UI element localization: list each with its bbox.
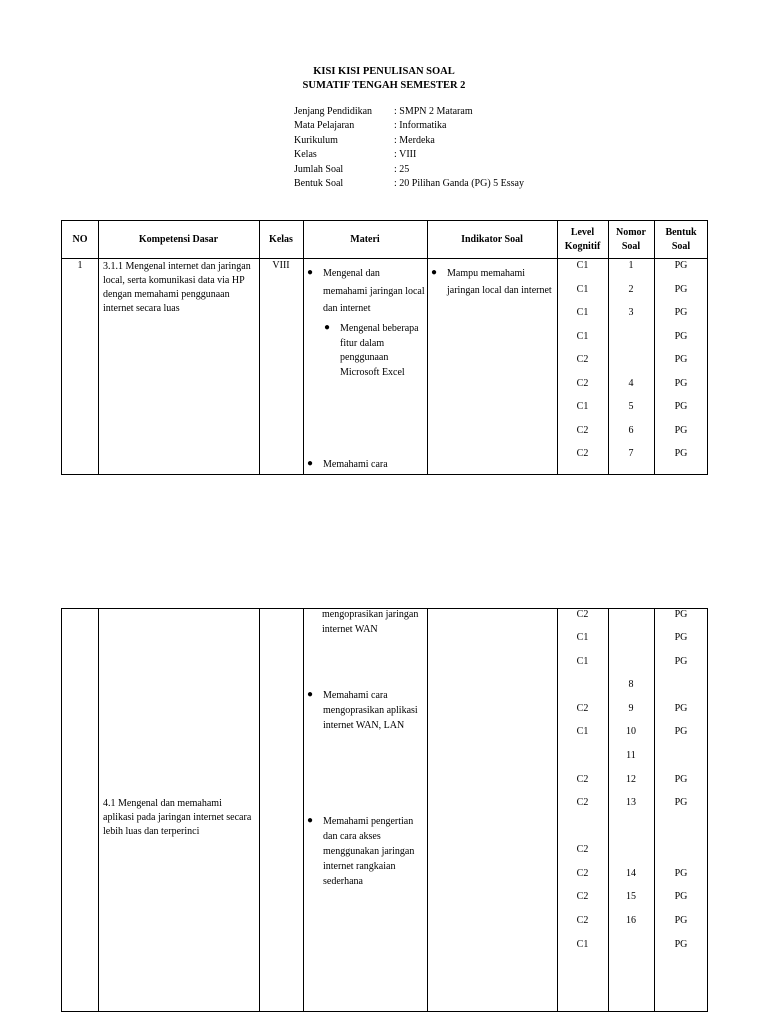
level-cell: C1: [576, 260, 589, 271]
level-cell: C2: [576, 868, 589, 879]
nomor-cell: 2: [628, 284, 634, 295]
level-cell: C2: [576, 378, 589, 389]
bullet-icon: ●: [307, 689, 314, 700]
meta-info: [294, 105, 524, 191]
header-bentuk-line2: Soal: [671, 240, 691, 252]
bentuk-cell: PG: [674, 797, 688, 808]
level-cell: C2: [576, 891, 589, 902]
meta-row: [294, 163, 524, 177]
meta-value: : SMPN 2 Mataram: [394, 106, 473, 117]
col-divider: [98, 609, 99, 1011]
header-bentuk-line1: Bentuk: [665, 226, 697, 238]
header-no: NO: [72, 233, 88, 245]
level-cell: C2: [576, 774, 589, 785]
grid-table-page2: [61, 608, 708, 1012]
level-cell: C1: [576, 632, 589, 643]
materi-text: Memahami cara: [323, 459, 388, 470]
header-kelas: Kelas: [269, 233, 293, 245]
bentuk-cell: PG: [674, 939, 688, 950]
bullet-icon: ●: [324, 322, 331, 333]
bullet-icon: ●: [307, 815, 314, 826]
nomor-cell: 10: [626, 726, 636, 737]
header-level-line2: Kognitif: [564, 240, 601, 252]
level-cell: C1: [576, 939, 589, 950]
header-level-line1: Level: [570, 226, 595, 238]
row-kompetensi-dasar: 4.1 Mengenal dan memahami aplikasi pada jaringan internet secara lebih luas dan terperinci: [103, 798, 252, 837]
header-bentuk-soal: [654, 221, 708, 258]
level-cell: C2: [576, 609, 589, 620]
bentuk-cell: PG: [674, 260, 688, 271]
bentuk-cell: PG: [674, 703, 688, 714]
bentuk-cell: PG: [674, 331, 688, 342]
nomor-cell: 8: [628, 679, 634, 690]
level-cell: C2: [576, 844, 589, 855]
level-cell: C1: [576, 307, 589, 318]
header-indikator-soal: Indikator Soal: [461, 233, 523, 245]
meta-value: : 25: [394, 163, 410, 175]
nomor-cell: 9: [628, 703, 634, 714]
bentuk-cell: PG: [674, 609, 688, 620]
level-cell: C2: [576, 915, 589, 926]
nomor-cell: 12: [626, 774, 636, 785]
meta-value: : Merdeka: [394, 134, 435, 146]
materi-bullet: [307, 458, 425, 473]
level-cell: C2: [576, 703, 589, 714]
materi-bullet: [307, 265, 425, 318]
nomor-cell: 6: [628, 425, 634, 436]
header-nomor-soal: [608, 221, 654, 258]
level-cell: C1: [576, 284, 589, 295]
meta-label: Kelas: [294, 149, 317, 161]
level-cell: C1: [576, 331, 589, 342]
col-divider: [427, 609, 428, 1011]
header-nomor-line1: Nomor: [616, 226, 646, 238]
col-divider: [608, 609, 609, 1011]
bentuk-cell: PG: [674, 891, 688, 902]
materi-text: Mengenal beberapa fitur dalam penggunaan Microsoft Excel: [340, 323, 419, 378]
row-kelas: VIII: [272, 260, 290, 271]
header-divider: [62, 258, 707, 259]
materi-text: Memahami pengertian dan cara akses menggunakan jaringan internet rangkaian sederhana: [323, 816, 415, 887]
doc-title-line1: KISI KISI PENULISAN SOAL: [313, 66, 455, 77]
bentuk-cell: PG: [674, 774, 688, 785]
level-cell: C2: [576, 425, 589, 436]
col-divider: [303, 609, 304, 1011]
meta-row: [294, 105, 524, 119]
bentuk-cell: PG: [674, 632, 688, 643]
bentuk-cell: PG: [674, 425, 688, 436]
col-divider: [654, 609, 655, 1011]
nomor-cell: 16: [626, 915, 636, 926]
level-cell: C2: [576, 448, 589, 459]
bullet-icon: ●: [307, 267, 314, 278]
header-level-kognitif: [557, 221, 608, 258]
nomor-cell: 11: [626, 750, 636, 761]
meta-value: : 20 Pilihan Ganda (PG) 5 Essay: [394, 178, 524, 190]
col-divider: [557, 609, 558, 1011]
level-cell: C2: [576, 354, 589, 365]
meta-label: Bentuk Soal: [294, 178, 344, 190]
bentuk-cell: PG: [674, 307, 688, 318]
grid-table-page1: [61, 220, 708, 475]
meta-value: : VIII: [394, 149, 417, 161]
nomor-cell: 1: [628, 260, 634, 271]
nomor-cell: 14: [626, 868, 636, 879]
level-cell: C2: [576, 797, 589, 808]
bentuk-cell: PG: [674, 448, 688, 459]
bentuk-cell: PG: [674, 401, 688, 412]
nomor-cell: 15: [626, 891, 636, 902]
header-materi: Materi: [350, 233, 380, 245]
indikator-text: Mampu memahami jaringan local dan internet: [447, 268, 552, 296]
materi-bullet: [307, 814, 423, 889]
level-cell: C1: [576, 401, 589, 412]
bentuk-cell: PG: [674, 726, 688, 737]
doc-title-line2: SUMATIF TENGAH SEMESTER 2: [302, 80, 466, 91]
meta-row: [294, 119, 524, 133]
materi-bullet: [307, 688, 423, 733]
bentuk-cell: PG: [674, 868, 688, 879]
meta-row: [294, 148, 524, 162]
meta-value: : Informatika: [394, 120, 447, 132]
meta-label: Jumlah Soal: [294, 163, 344, 175]
bentuk-cell: PG: [674, 915, 688, 926]
nomor-cell: 13: [626, 797, 636, 808]
nomor-cell: 4: [628, 378, 634, 389]
row-kompetensi-dasar: 3.1.1 Mengenal internet dan jaringan local, serta komunikasi data via HP dengan memahami penggunaan internet secara luas: [103, 261, 251, 314]
col-divider: [259, 609, 260, 1011]
bentuk-cell: PG: [674, 378, 688, 389]
header-kompetensi-dasar: Kompetensi Dasar: [138, 233, 219, 245]
header-nomor-line2: Soal: [621, 240, 641, 252]
level-cell: C1: [576, 726, 589, 737]
meta-label: Kurikulum: [294, 134, 338, 146]
materi-text: Memahami cara mengoprasikan aplikasi internet WAN, LAN: [323, 690, 418, 731]
meta-row: [294, 177, 524, 191]
row-no: 1: [77, 260, 83, 271]
materi-text: Mengenal dan memahami jaringan local dan internet: [323, 268, 425, 314]
meta-row: [294, 134, 524, 148]
nomor-cell: 7: [628, 448, 634, 459]
level-cell: C1: [576, 656, 589, 667]
meta-label: Jenjang Pendidikan: [294, 106, 373, 117]
indikator-bullet: [431, 265, 553, 299]
materi-subbullet: [324, 322, 420, 380]
bentuk-cell: PG: [674, 284, 688, 295]
materi-continued: mengoprasikan jaringan internet WAN: [322, 609, 419, 635]
nomor-cell: 3: [628, 307, 634, 318]
bullet-icon: ●: [431, 267, 438, 278]
meta-label: Mata Pelajaran: [294, 120, 355, 132]
bullet-icon: ●: [307, 458, 314, 469]
bentuk-cell: PG: [674, 656, 688, 667]
nomor-cell: 5: [628, 401, 634, 412]
bentuk-cell: PG: [674, 354, 688, 365]
